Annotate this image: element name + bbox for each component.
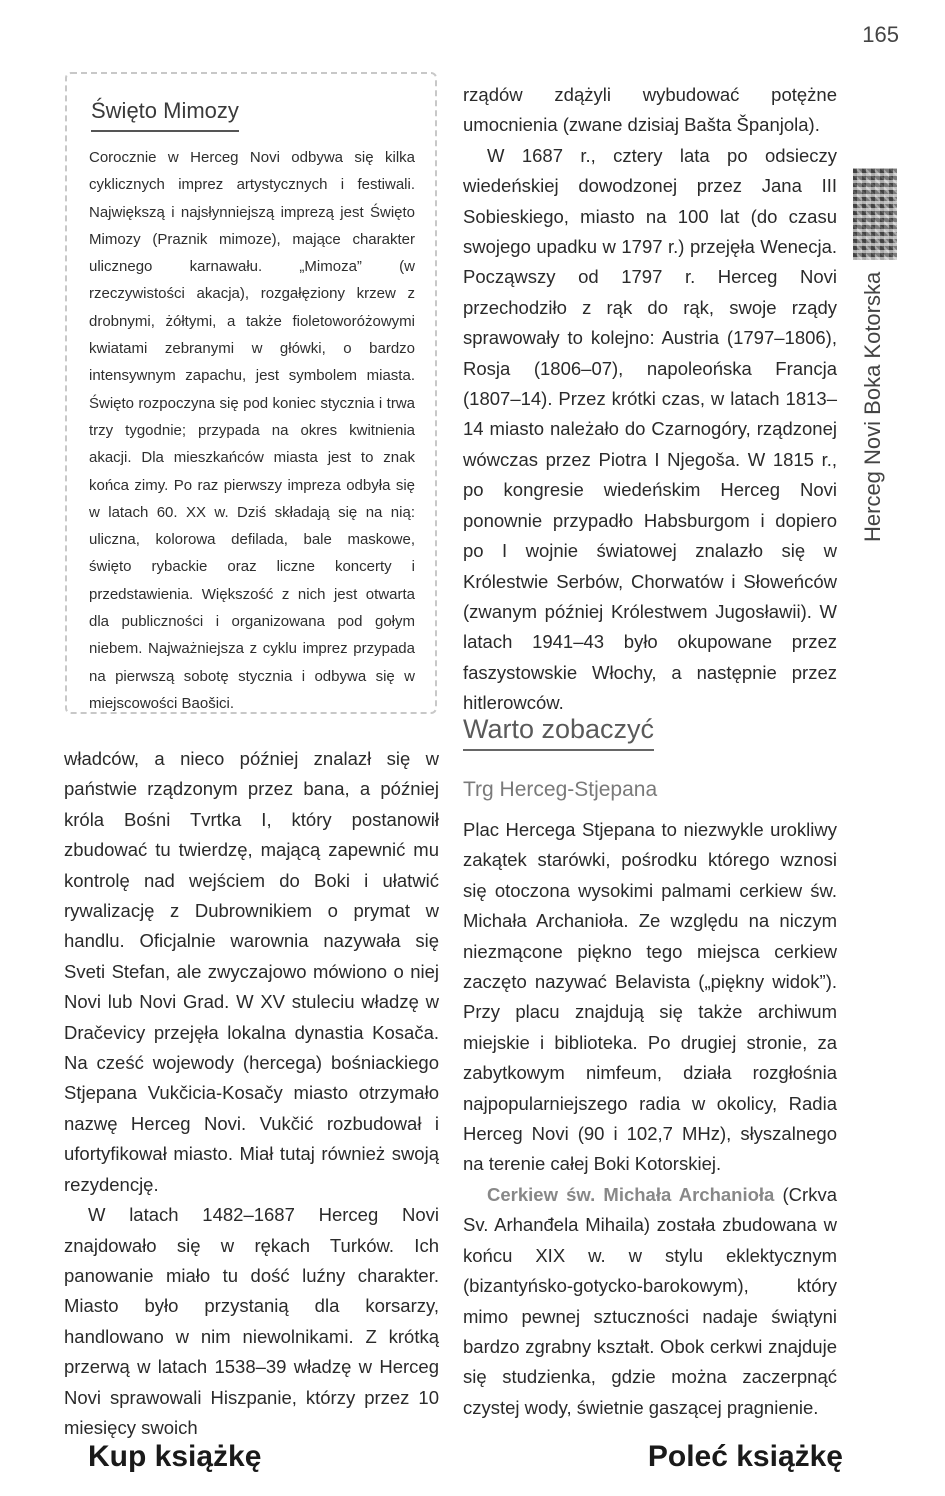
- sidebar-box-title: Święto Mimozy: [91, 98, 239, 132]
- recommend-book-link[interactable]: Poleć książkę: [647, 1440, 843, 1473]
- buy-book-link[interactable]: Kup książkę: [88, 1440, 262, 1473]
- paragraph-rest: (Crkva Sv. Arhanđela Mihaila) została zbudowana w końcu XIX w. w stylu eklektycznym (bizantyńsko-gotycko-barokowym), który mimo pewnej sztuczności nadaje świątyni bardzo zgrabny kształt. Obok cerkwi znajduje się studzienka, gdzie można zaczerpnąć czystej wody, świetnie gaszącej pragnienie.: [463, 1183, 837, 1418]
- qr-code-icon: [853, 168, 897, 260]
- paragraph: rządów zdążyli wybudować potężne umocnienia (zwane dzisiaj Bašta Španjola).: [463, 84, 837, 136]
- paragraph: Plac Hercega Stjepana to niezwykle urokliwy zakątek starówki, pośrodku którego wznosi się otoczona wysokimi palmami cerkiew św. Michała Archanioła. Ze względu na niczym niezmącone piękno tego miejsca cerkiew zaczęto nazywać Belavista („piękny widok”). Przy placu znajdują się także archiwum miejskie i biblioteka. Po drugiej stronie, za zabytkowym nimfeum, działa rozgłośnia najpopularniejszego radia w okolicy, Radia Herceg Novi (90 i 102,7 MHz), słyszalnego na terenie całej Boki Kotorskiej.: [463, 819, 837, 1175]
- page-number: 165: [862, 22, 899, 47]
- paragraph: W latach 1482–1687 Herceg Novi znajdowało się w rękach Turków. Ich panowanie miało tu dość luźny charakter. Miasto było przystanią dla korsarzy, handlowano w nim niewolnikami. Z krótką przerwą w latach 1538–39 władzę w Herceg Novi sprawowali Hiszpanie, którzy przez 10 miesięcy swoich: [64, 1204, 439, 1438]
- chapter-side-label: Herceg Novi Boka Kotorska: [860, 272, 885, 543]
- right-column-bottom-text: [463, 815, 837, 1423]
- left-column-text: [64, 744, 439, 1443]
- section-title: Warto zobaczyć: [463, 714, 654, 751]
- subsection-title: Trg Herceg-Stjepana: [463, 778, 658, 801]
- paragraph: władców, a nieco później znalazł się w państwie rządzonym przez bana, a później króla Bośni Tvrtka I, który postanowił zbudować tu twierdzę, mającą zapewnić mu kontrolę nad wejściem do Boki i ułatwić rywalizację z Dubrownikiem o prymat w handlu. Oficjalnie warownia nazywała się Sveti Stefan, ale zwyczajowo mówiono o niej Novi lub Novi Grad. W XV stuleciu władzę w Dračevicy przejęła lokalna dynastia Kosača. Na cześć wojewody (hercega) bośniackiego Stjepana Vukčicia-Kosačy miasto otrzymało nazwę Herceg Novi. Vukčić rozbudował i ufortyfikował miasto. Miał tutaj również swoją rezydencję.: [64, 748, 439, 1195]
- right-column-text: [463, 80, 837, 719]
- paragraph-lead: Cerkiew św. Michała Archanioła: [487, 1183, 775, 1205]
- paragraph: W 1687 r., cztery lata po odsieczy wiedeńskiej dowodzonej przez Jana III Sobieskiego, miasto na 100 lat (do czasu swojego upadku w 1797 r.) przejęła Wenecja. Począwszy od 1797 r. Herceg Novi przechodziło z rąk do rąk, swoje rządy sprawowały to kolejno: Austria (1797–1806), Rosja (1806–07), napoleońska Francja (1807–14). Przez krótki czas, w latach 1813–14 miasto należało do Czarnogóry, rządzonej wówczas przez Piotra I Njegoša. W 1815 r., po kongresie wiedeńskim Herceg Novi ponownie przypadło Habsburgom i dopiero po I wojnie światowej znalazło się w Królestwie Serbów, Chorwatów i Słoweńców (zwanym później Królestwem Jugosławii). W latach 1941–43 było okupowane przez faszystowskie Włochy, a następnie przez hitlerowców.: [463, 144, 837, 714]
- sidebar-box-text: Corocznie w Herceg Novi odbywa się kilka cyklicznych imprez artystycznych i festiwali. Największą i najsłynniejszą imprezą jest Święto Mimozy (Praznik mimoze), mające charakter ulicznego karnawału. „Mimoza” (w rzeczywistości akacja), rozgałęziony krzew z drobnymi, żółtymi, a także fioletoworóżowymi kwiatami zebranymi w główki, o bardzo intensywnym zapachu, jest symbolem miasta. Święto rozpoczyna się pod koniec stycznia i trwa trzy tygodnie; przypada na okres kwitnienia akacji. Dla mieszkańców miasta jest to znak końca zimy. Po raz pierwszy impreza odbyła się w latach 60. XX w. Dziś składają się na nią: uliczna, kolorowa defilada, bale maskowe, święto rybackie oraz liczne koncerty i przedstawienia. Większość z nich jest otwarta dla publiczności i organizowana pod gołym niebem. Najważniejsza z cyklu imprez przypada na pierwszą sobotę stycznia i odbywa się w miejscowości Baošici.: [89, 149, 415, 712]
- paragraph: [463, 1180, 837, 1423]
- sidebar-box: [65, 72, 437, 714]
